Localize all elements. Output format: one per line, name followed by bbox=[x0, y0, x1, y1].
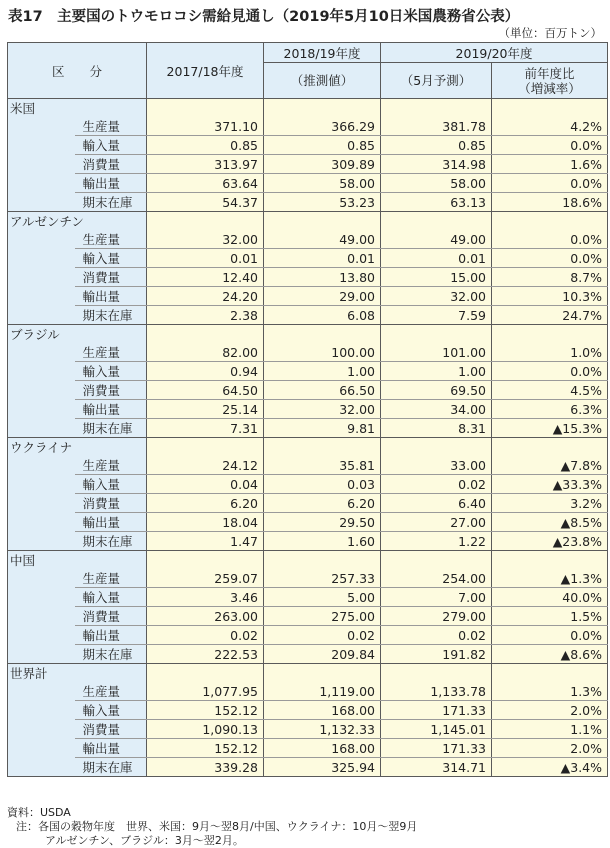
group-fill-cell bbox=[492, 551, 608, 570]
row-indent-cell bbox=[8, 739, 75, 758]
value-2018: 0.03 bbox=[264, 475, 381, 494]
table-row bbox=[8, 287, 608, 306]
table-row bbox=[8, 456, 608, 475]
item-label: 消費量 bbox=[75, 494, 147, 513]
item-label: 期末在庫 bbox=[75, 193, 147, 212]
value-2019: 1,133.78 bbox=[381, 682, 492, 701]
value-change: 0.0% bbox=[492, 362, 608, 381]
group-fill-cell bbox=[264, 438, 381, 457]
item-label: 消費量 bbox=[75, 381, 147, 400]
value-2019: 49.00 bbox=[381, 230, 492, 249]
group-fill-cell bbox=[147, 438, 264, 457]
value-2017: 3.46 bbox=[147, 588, 264, 607]
table-row bbox=[8, 306, 608, 325]
value-2019: 1.22 bbox=[381, 532, 492, 551]
value-2017: 0.85 bbox=[147, 136, 264, 155]
value-2017: 25.14 bbox=[147, 400, 264, 419]
value-2019: 33.00 bbox=[381, 456, 492, 475]
table-row bbox=[8, 136, 608, 155]
row-indent-cell bbox=[8, 720, 75, 739]
note-line-1: 注：各国の穀物年度 世界、米国：9月～翌8月/中国、ウクライナ：10月～翌9月 bbox=[16, 820, 418, 833]
group-fill-cell bbox=[381, 664, 492, 683]
value-2018: 257.33 bbox=[264, 569, 381, 588]
row-indent-cell bbox=[8, 626, 75, 645]
group-fill-cell bbox=[381, 551, 492, 570]
group-fill-cell bbox=[264, 212, 381, 231]
value-change: 0.0% bbox=[492, 136, 608, 155]
value-change: 10.3% bbox=[492, 287, 608, 306]
unit-label: （単位：百万トン） bbox=[498, 26, 602, 40]
group-fill-cell bbox=[147, 551, 264, 570]
value-change: 8.7% bbox=[492, 268, 608, 287]
item-label: 生産量 bbox=[75, 682, 147, 701]
value-2019: 58.00 bbox=[381, 174, 492, 193]
value-change: 0.0% bbox=[492, 174, 608, 193]
row-indent-cell bbox=[8, 136, 75, 155]
group-label: ブラジル bbox=[8, 325, 147, 344]
value-2018: 0.02 bbox=[264, 626, 381, 645]
group-fill-cell bbox=[381, 99, 492, 118]
value-2018: 9.81 bbox=[264, 419, 381, 438]
table-row bbox=[8, 494, 608, 513]
group-fill-cell bbox=[492, 99, 608, 118]
group-fill-cell bbox=[147, 664, 264, 683]
item-label: 輸出量 bbox=[75, 174, 147, 193]
value-2019: 6.40 bbox=[381, 494, 492, 513]
header-category: 区 分 bbox=[8, 43, 147, 99]
value-2019: 0.02 bbox=[381, 626, 492, 645]
row-indent-cell bbox=[8, 230, 75, 249]
value-change: 1.1% bbox=[492, 720, 608, 739]
value-2017: 152.12 bbox=[147, 701, 264, 720]
row-indent-cell bbox=[8, 381, 75, 400]
table-row bbox=[8, 475, 608, 494]
row-indent-cell bbox=[8, 419, 75, 438]
value-2017: 82.00 bbox=[147, 343, 264, 362]
value-2018: 29.00 bbox=[264, 287, 381, 306]
value-2019: 171.33 bbox=[381, 739, 492, 758]
value-2017: 0.04 bbox=[147, 475, 264, 494]
value-2018: 6.08 bbox=[264, 306, 381, 325]
value-2018: 66.50 bbox=[264, 381, 381, 400]
value-2018: 6.20 bbox=[264, 494, 381, 513]
value-2018: 309.89 bbox=[264, 155, 381, 174]
item-label: 輸出量 bbox=[75, 287, 147, 306]
group-fill-cell bbox=[381, 212, 492, 231]
row-indent-cell bbox=[8, 569, 75, 588]
group-label: 米国 bbox=[8, 99, 147, 118]
row-indent-cell bbox=[8, 513, 75, 532]
group-label: アルゼンチン bbox=[8, 212, 147, 231]
value-2017: 54.37 bbox=[147, 193, 264, 212]
header-2018-sub: （推測値） bbox=[264, 63, 381, 99]
row-indent-cell bbox=[8, 343, 75, 362]
table-row bbox=[8, 343, 608, 362]
table-row bbox=[8, 400, 608, 419]
item-label: 消費量 bbox=[75, 607, 147, 626]
value-change: ▲8.5% bbox=[492, 513, 608, 532]
group-fill-cell bbox=[381, 438, 492, 457]
row-indent-cell bbox=[8, 494, 75, 513]
table-row bbox=[8, 645, 608, 664]
group-fill-cell bbox=[492, 325, 608, 344]
value-change: ▲15.3% bbox=[492, 419, 608, 438]
value-2018: 1.60 bbox=[264, 532, 381, 551]
value-change: 0.0% bbox=[492, 249, 608, 268]
value-2018: 58.00 bbox=[264, 174, 381, 193]
value-2018: 1.00 bbox=[264, 362, 381, 381]
group-fill-cell bbox=[147, 212, 264, 231]
value-2019: 1,145.01 bbox=[381, 720, 492, 739]
table-row bbox=[8, 513, 608, 532]
item-label: 輸入量 bbox=[75, 249, 147, 268]
item-label: 生産量 bbox=[75, 569, 147, 588]
table-row bbox=[8, 249, 608, 268]
item-label: 輸入量 bbox=[75, 701, 147, 720]
group-fill-cell bbox=[264, 99, 381, 118]
value-2019: 101.00 bbox=[381, 343, 492, 362]
table-row bbox=[8, 758, 608, 777]
group-label: ウクライナ bbox=[8, 438, 147, 457]
value-change: 1.5% bbox=[492, 607, 608, 626]
group-fill-cell bbox=[264, 551, 381, 570]
row-indent-cell bbox=[8, 645, 75, 664]
item-label: 期末在庫 bbox=[75, 306, 147, 325]
value-2018: 168.00 bbox=[264, 739, 381, 758]
value-change: 4.2% bbox=[492, 117, 608, 136]
table-row bbox=[8, 532, 608, 551]
value-2019: 7.59 bbox=[381, 306, 492, 325]
table-row bbox=[8, 607, 608, 626]
value-2019: 1.00 bbox=[381, 362, 492, 381]
value-2017: 1,077.95 bbox=[147, 682, 264, 701]
value-2018: 366.29 bbox=[264, 117, 381, 136]
item-label: 輸出量 bbox=[75, 400, 147, 419]
group-header-row bbox=[8, 551, 608, 570]
value-2019: 254.00 bbox=[381, 569, 492, 588]
group-fill-cell bbox=[264, 664, 381, 683]
row-indent-cell bbox=[8, 306, 75, 325]
value-2018: 49.00 bbox=[264, 230, 381, 249]
row-indent-cell bbox=[8, 249, 75, 268]
item-label: 期末在庫 bbox=[75, 419, 147, 438]
table-row bbox=[8, 739, 608, 758]
note-line-2: アルゼンチン、ブラジル：3月～翌2月。 bbox=[45, 834, 244, 847]
table-row bbox=[8, 720, 608, 739]
value-change: 1.6% bbox=[492, 155, 608, 174]
group-fill-cell bbox=[381, 325, 492, 344]
value-2019: 27.00 bbox=[381, 513, 492, 532]
value-2017: 263.00 bbox=[147, 607, 264, 626]
value-2018: 275.00 bbox=[264, 607, 381, 626]
value-2017: 12.40 bbox=[147, 268, 264, 287]
group-fill-cell bbox=[492, 212, 608, 231]
table-row bbox=[8, 701, 608, 720]
row-indent-cell bbox=[8, 701, 75, 720]
value-change: ▲7.8% bbox=[492, 456, 608, 475]
item-label: 生産量 bbox=[75, 456, 147, 475]
table-title: 表17 主要国のトウモロコシ需給見通し（2019年5月10日米国農務省公表） bbox=[8, 9, 520, 25]
value-change: 24.7% bbox=[492, 306, 608, 325]
header-change bbox=[492, 63, 608, 99]
source-note: 資料：USDA bbox=[7, 806, 71, 819]
value-2019: 171.33 bbox=[381, 701, 492, 720]
row-indent-cell bbox=[8, 607, 75, 626]
item-label: 輸入量 bbox=[75, 362, 147, 381]
value-change: 3.2% bbox=[492, 494, 608, 513]
value-change: 40.0% bbox=[492, 588, 608, 607]
table-row bbox=[8, 230, 608, 249]
value-2019: 34.00 bbox=[381, 400, 492, 419]
header-2017: 2017/18年度 bbox=[147, 43, 264, 99]
item-label: 生産量 bbox=[75, 343, 147, 362]
item-label: 輸出量 bbox=[75, 739, 147, 758]
item-label: 期末在庫 bbox=[75, 758, 147, 777]
group-header-row bbox=[8, 438, 608, 457]
value-2019: 15.00 bbox=[381, 268, 492, 287]
table-row bbox=[8, 268, 608, 287]
row-indent-cell bbox=[8, 268, 75, 287]
value-2017: 18.04 bbox=[147, 513, 264, 532]
value-2017: 313.97 bbox=[147, 155, 264, 174]
value-change: 0.0% bbox=[492, 626, 608, 645]
group-header-row bbox=[8, 664, 608, 683]
row-indent-cell bbox=[8, 456, 75, 475]
row-indent-cell bbox=[8, 588, 75, 607]
value-change: 0.0% bbox=[492, 230, 608, 249]
value-change: 2.0% bbox=[492, 701, 608, 720]
table-row bbox=[8, 682, 608, 701]
table-row bbox=[8, 193, 608, 212]
value-2017: 259.07 bbox=[147, 569, 264, 588]
table-row bbox=[8, 362, 608, 381]
row-indent-cell bbox=[8, 174, 75, 193]
header-change-label: 前年度比 bbox=[524, 65, 575, 81]
item-label: 輸入量 bbox=[75, 588, 147, 607]
value-change: ▲3.4% bbox=[492, 758, 608, 777]
group-label: 中国 bbox=[8, 551, 147, 570]
header-2019-sub: （5月予測） bbox=[381, 63, 492, 99]
value-2018: 1,119.00 bbox=[264, 682, 381, 701]
table-row bbox=[8, 117, 608, 136]
value-2018: 168.00 bbox=[264, 701, 381, 720]
value-2019: 381.78 bbox=[381, 117, 492, 136]
value-change: 1.3% bbox=[492, 682, 608, 701]
value-2019: 0.02 bbox=[381, 475, 492, 494]
value-2019: 63.13 bbox=[381, 193, 492, 212]
group-header-row bbox=[8, 325, 608, 344]
table-row bbox=[8, 419, 608, 438]
group-fill-cell bbox=[492, 438, 608, 457]
item-label: 消費量 bbox=[75, 268, 147, 287]
table-row bbox=[8, 155, 608, 174]
value-2019: 0.01 bbox=[381, 249, 492, 268]
table-row bbox=[8, 569, 608, 588]
value-change: 18.6% bbox=[492, 193, 608, 212]
row-indent-cell bbox=[8, 400, 75, 419]
value-2017: 6.20 bbox=[147, 494, 264, 513]
value-2017: 7.31 bbox=[147, 419, 264, 438]
value-change: ▲23.8% bbox=[492, 532, 608, 551]
value-change: 1.0% bbox=[492, 343, 608, 362]
value-2017: 0.01 bbox=[147, 249, 264, 268]
row-indent-cell bbox=[8, 287, 75, 306]
row-indent-cell bbox=[8, 682, 75, 701]
row-indent-cell bbox=[8, 155, 75, 174]
row-indent-cell bbox=[8, 532, 75, 551]
value-2017: 1.47 bbox=[147, 532, 264, 551]
item-label: 期末在庫 bbox=[75, 532, 147, 551]
item-label: 生産量 bbox=[75, 117, 147, 136]
value-2017: 2.38 bbox=[147, 306, 264, 325]
header-change-sub: （増減率） bbox=[518, 80, 581, 96]
group-header-row bbox=[8, 212, 608, 231]
item-label: 消費量 bbox=[75, 155, 147, 174]
row-indent-cell bbox=[8, 362, 75, 381]
value-2018: 100.00 bbox=[264, 343, 381, 362]
value-2017: 64.50 bbox=[147, 381, 264, 400]
row-indent-cell bbox=[8, 475, 75, 494]
value-2019: 0.85 bbox=[381, 136, 492, 155]
item-label: 輸出量 bbox=[75, 513, 147, 532]
row-indent-cell bbox=[8, 117, 75, 136]
table-row bbox=[8, 174, 608, 193]
supply-demand-table bbox=[7, 42, 608, 777]
value-2017: 339.28 bbox=[147, 758, 264, 777]
value-change: 2.0% bbox=[492, 739, 608, 758]
value-2019: 314.71 bbox=[381, 758, 492, 777]
group-fill-cell bbox=[147, 99, 264, 118]
value-2018: 35.81 bbox=[264, 456, 381, 475]
value-2017: 152.12 bbox=[147, 739, 264, 758]
value-2018: 5.00 bbox=[264, 588, 381, 607]
value-2018: 209.84 bbox=[264, 645, 381, 664]
table-row bbox=[8, 381, 608, 400]
value-2018: 1,132.33 bbox=[264, 720, 381, 739]
value-2018: 325.94 bbox=[264, 758, 381, 777]
value-2017: 24.20 bbox=[147, 287, 264, 306]
value-2017: 1,090.13 bbox=[147, 720, 264, 739]
item-label: 輸入量 bbox=[75, 136, 147, 155]
value-change: ▲33.3% bbox=[492, 475, 608, 494]
table-row bbox=[8, 626, 608, 645]
value-change: 4.5% bbox=[492, 381, 608, 400]
value-2017: 222.53 bbox=[147, 645, 264, 664]
value-change: 6.3% bbox=[492, 400, 608, 419]
value-2018: 0.01 bbox=[264, 249, 381, 268]
item-label: 消費量 bbox=[75, 720, 147, 739]
group-label: 世界計 bbox=[8, 664, 147, 683]
value-2019: 7.00 bbox=[381, 588, 492, 607]
value-2018: 29.50 bbox=[264, 513, 381, 532]
value-2018: 13.80 bbox=[264, 268, 381, 287]
group-header-row bbox=[8, 99, 608, 118]
value-2017: 63.64 bbox=[147, 174, 264, 193]
value-2019: 314.98 bbox=[381, 155, 492, 174]
value-2019: 8.31 bbox=[381, 419, 492, 438]
item-label: 期末在庫 bbox=[75, 645, 147, 664]
value-2019: 32.00 bbox=[381, 287, 492, 306]
value-2017: 0.02 bbox=[147, 626, 264, 645]
value-2018: 0.85 bbox=[264, 136, 381, 155]
row-indent-cell bbox=[8, 193, 75, 212]
header-2019: 2019/20年度 bbox=[381, 43, 608, 63]
value-change: ▲1.3% bbox=[492, 569, 608, 588]
value-2017: 371.10 bbox=[147, 117, 264, 136]
value-2018: 32.00 bbox=[264, 400, 381, 419]
value-2019: 69.50 bbox=[381, 381, 492, 400]
value-2018: 53.23 bbox=[264, 193, 381, 212]
value-2017: 24.12 bbox=[147, 456, 264, 475]
value-2019: 279.00 bbox=[381, 607, 492, 626]
item-label: 生産量 bbox=[75, 230, 147, 249]
item-label: 輸入量 bbox=[75, 475, 147, 494]
group-fill-cell bbox=[492, 664, 608, 683]
notes bbox=[7, 806, 417, 848]
value-2017: 32.00 bbox=[147, 230, 264, 249]
value-2017: 0.94 bbox=[147, 362, 264, 381]
group-fill-cell bbox=[147, 325, 264, 344]
table-row bbox=[8, 588, 608, 607]
value-2019: 191.82 bbox=[381, 645, 492, 664]
header-2018: 2018/19年度 bbox=[264, 43, 381, 63]
item-label: 輸出量 bbox=[75, 626, 147, 645]
group-fill-cell bbox=[264, 325, 381, 344]
value-change: ▲8.6% bbox=[492, 645, 608, 664]
row-indent-cell bbox=[8, 758, 75, 777]
